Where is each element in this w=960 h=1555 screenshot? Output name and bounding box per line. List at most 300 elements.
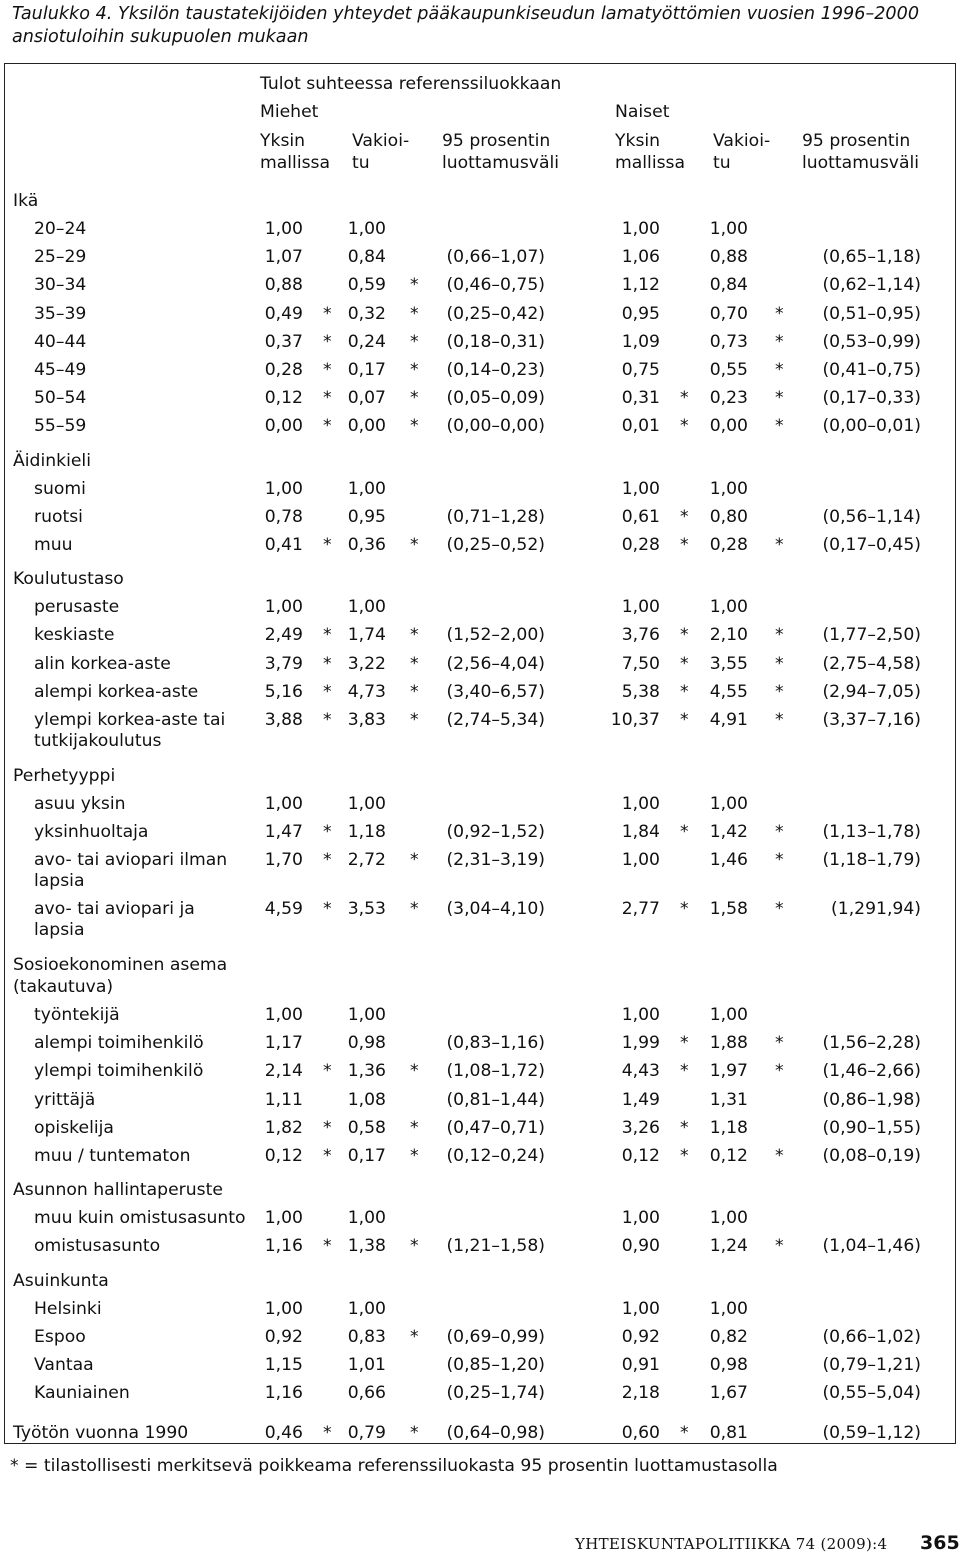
significance-star: * — [775, 821, 784, 842]
section-title: Asuinkunta — [13, 1270, 109, 1291]
row-label: 30–34 — [34, 275, 87, 296]
cell-women-model-alone: 1,00 — [621, 1004, 660, 1025]
cell-women-model-alone: 3,26 — [621, 1117, 660, 1138]
cell-men-ci: (0,00–0,00) — [446, 416, 545, 437]
row-label: Työtön vuonna 1990 — [13, 1423, 189, 1444]
cell-women-ci: (0,53–0,99) — [822, 331, 921, 352]
cell-men-adjusted: 3,22 — [347, 653, 386, 674]
cell-women-ci: (0,00–0,01) — [822, 416, 921, 437]
cell-women-ci: (0,08–0,19) — [822, 1145, 921, 1166]
cell-women-ci: (1,291,94) — [831, 899, 921, 920]
cell-men-adjusted: 0,24 — [347, 331, 386, 352]
cell-women-model-alone: 7,50 — [621, 653, 660, 674]
cell-men-ci: (0,12–0,24) — [446, 1145, 545, 1166]
significance-star: * — [775, 653, 784, 674]
significance-star: * — [323, 388, 332, 409]
row-label: opiskelija — [34, 1117, 114, 1138]
cell-men-ci: (0,25–1,74) — [446, 1383, 545, 1404]
cell-women-adjusted: 1,00 — [709, 793, 748, 814]
row-label: ruotsi — [34, 506, 83, 527]
cell-women-model-alone: 0,61 — [621, 506, 660, 527]
row-label: 45–49 — [34, 360, 87, 380]
cell-men-adjusted: 0,98 — [347, 1033, 386, 1054]
significance-star: * — [775, 303, 784, 324]
significance-star: * — [680, 535, 689, 555]
cell-women-model-alone: 0,92 — [621, 1326, 660, 1347]
significance-star: * — [410, 1236, 419, 1257]
significance-star: * — [775, 1236, 784, 1257]
cell-men-adjusted: 1,00 — [347, 1298, 386, 1319]
cell-men-model-alone: 1,00 — [264, 1208, 303, 1229]
cell-women-adjusted: 1,46 — [709, 849, 748, 870]
cell-women-model-alone: 1,00 — [621, 849, 660, 870]
header-men-ci-2: luottamusväli — [442, 153, 560, 173]
significance-star: * — [410, 275, 419, 296]
significance-star: * — [775, 1061, 784, 1082]
significance-star: * — [680, 1033, 689, 1054]
row-label: muu — [34, 535, 73, 555]
significance-star: * — [775, 1033, 784, 1054]
cell-men-adjusted: 1,00 — [347, 597, 386, 618]
row-label-cont: lapsia — [34, 920, 85, 941]
cell-women-adjusted: 1,58 — [709, 899, 748, 920]
cell-men-model-alone: 0,28 — [264, 360, 303, 380]
cell-women-adjusted: 0,28 — [709, 535, 748, 555]
cell-men-model-alone: 0,12 — [264, 1145, 303, 1166]
significance-star: * — [323, 625, 332, 646]
cell-women-model-alone: 1,00 — [621, 597, 660, 618]
cell-women-ci: (0,62–1,14) — [822, 275, 921, 296]
cell-women-ci: (1,13–1,78) — [822, 821, 921, 842]
cell-women-model-alone: 10,37 — [610, 710, 660, 730]
cell-men-model-alone: 1,00 — [264, 478, 303, 499]
significance-star: * — [410, 625, 419, 646]
section-title: Koulutustaso — [13, 569, 124, 590]
significance-star: * — [410, 1117, 419, 1138]
cell-women-model-alone: 0,75 — [621, 360, 660, 380]
significance-star: * — [680, 416, 689, 437]
row-label: avo- tai aviopari ilman — [34, 849, 228, 870]
cell-men-ci: (0,66–1,07) — [446, 247, 545, 268]
cell-men-model-alone: 1,16 — [264, 1383, 303, 1404]
significance-star: * — [775, 681, 784, 702]
cell-women-adjusted: 1,31 — [709, 1089, 748, 1110]
cell-men-ci: (3,04–4,10) — [446, 899, 545, 920]
cell-women-ci: (0,56–1,14) — [822, 506, 921, 527]
significance-star: * — [410, 710, 419, 730]
significance-star: * — [323, 360, 332, 380]
header-women-model-alone-1: Yksin — [615, 131, 661, 151]
cell-men-adjusted: 0,07 — [347, 388, 386, 409]
cell-women-model-alone: 0,28 — [621, 535, 660, 555]
table-frame — [4, 63, 956, 1444]
cell-women-ci: (0,79–1,21) — [822, 1354, 921, 1375]
significance-star: * — [680, 1423, 689, 1444]
cell-men-adjusted: 1,01 — [347, 1354, 386, 1375]
header-men-model-alone-2: mallissa — [260, 153, 331, 173]
cell-women-model-alone: 0,91 — [621, 1354, 660, 1375]
significance-star: * — [410, 360, 419, 380]
table-caption: Taulukko 4. Yksilön taustatekijöiden yhteydet pääkaupunkiseudun lamatyöttömien vuosien 1996–2000 ansiotuloihin sukupuolen mukaan — [12, 4, 920, 47]
cell-women-model-alone: 0,95 — [621, 303, 660, 324]
cell-men-model-alone: 0,37 — [264, 331, 303, 352]
cell-men-adjusted: 0,83 — [347, 1326, 386, 1347]
row-label: 20–24 — [34, 219, 87, 239]
cell-women-ci: (2,75–4,58) — [822, 653, 921, 674]
cell-men-model-alone: 0,88 — [264, 275, 303, 296]
cell-women-ci: (0,41–0,75) — [822, 360, 921, 380]
cell-women-model-alone: 0,12 — [621, 1145, 660, 1166]
header-men-adjusted-2: tu — [352, 153, 370, 173]
cell-men-model-alone: 2,14 — [264, 1061, 303, 1082]
cell-men-adjusted: 0,59 — [347, 275, 386, 296]
row-label: muu kuin omistusasunto — [34, 1208, 246, 1229]
row-label: keskiaste — [34, 625, 115, 646]
cell-women-model-alone: 1,12 — [621, 275, 660, 296]
significance-star: * — [680, 1117, 689, 1138]
header-men: Miehet — [260, 102, 319, 122]
cell-men-adjusted: 0,58 — [347, 1117, 386, 1138]
cell-women-adjusted: 0,12 — [709, 1145, 748, 1166]
significance-star: * — [410, 899, 419, 920]
row-label: yksinhuoltaja — [34, 821, 149, 842]
cell-men-adjusted: 2,72 — [347, 849, 386, 870]
row-label-cont: tutkijakoulutus — [34, 731, 162, 751]
cell-men-adjusted: 1,74 — [347, 625, 386, 646]
row-label: Vantaa — [34, 1354, 94, 1375]
cell-men-adjusted: 0,00 — [347, 416, 386, 437]
cell-men-ci: (0,18–0,31) — [446, 331, 545, 352]
page-number: 365 — [920, 1532, 960, 1554]
cell-men-model-alone: 1,07 — [264, 247, 303, 268]
header-women-ci-2: luottamusväli — [802, 153, 920, 173]
row-label: perusaste — [34, 597, 120, 618]
section-title: Äidinkieli — [13, 450, 91, 471]
section-title: Ikä — [13, 191, 39, 211]
cell-men-ci: (0,25–0,42) — [446, 303, 545, 324]
cell-women-adjusted: 1,00 — [709, 219, 748, 239]
significance-star: * — [680, 899, 689, 920]
significance-star: * — [410, 388, 419, 409]
header-women-ci-1: 95 prosentin — [802, 131, 911, 151]
cell-women-adjusted: 1,00 — [709, 597, 748, 618]
cell-women-model-alone: 1,06 — [621, 247, 660, 268]
cell-men-model-alone: 0,12 — [264, 388, 303, 409]
cell-men-ci: (2,31–3,19) — [446, 849, 545, 870]
significance-star: * — [410, 653, 419, 674]
journal-name: YHTEISKUNTAPOLITIIKKA 74 (2009):4 — [575, 1535, 888, 1553]
cell-men-adjusted: 0,66 — [347, 1383, 386, 1404]
significance-star: * — [410, 331, 419, 352]
significance-star: * — [775, 899, 784, 920]
cell-men-adjusted: 1,00 — [347, 1208, 386, 1229]
cell-men-model-alone: 0,46 — [264, 1423, 303, 1444]
section-title: Sosioekonominen asema — [13, 954, 228, 975]
cell-men-adjusted: 0,17 — [347, 1145, 386, 1166]
cell-men-adjusted: 1,36 — [347, 1061, 386, 1082]
cell-women-ci: (0,17–0,45) — [822, 535, 921, 555]
row-label: alin korkea-aste — [34, 653, 171, 674]
significance-star: * — [775, 388, 784, 409]
cell-men-ci: (0,46–0,75) — [446, 275, 545, 296]
cell-women-adjusted: 1,97 — [709, 1061, 748, 1082]
cell-women-model-alone: 1,00 — [621, 219, 660, 239]
row-label: avo- tai aviopari ja — [34, 899, 195, 920]
cell-men-adjusted: 0,79 — [347, 1423, 386, 1444]
significance-star: * — [775, 1145, 784, 1166]
cell-women-ci: (0,86–1,98) — [822, 1089, 921, 1110]
cell-women-model-alone: 0,01 — [621, 416, 660, 437]
section-title: Asunnon hallintaperuste — [13, 1180, 223, 1201]
cell-men-model-alone: 1,70 — [264, 849, 303, 870]
cell-women-model-alone: 5,38 — [621, 681, 660, 702]
significance-star: * — [680, 625, 689, 646]
significance-star: * — [410, 1061, 419, 1082]
cell-women-model-alone: 1,09 — [621, 331, 660, 352]
header-income-relative: Tulot suhteessa referenssiluokkaan — [260, 74, 562, 94]
cell-men-model-alone: 0,49 — [264, 303, 303, 324]
cell-men-model-alone: 1,16 — [264, 1236, 303, 1257]
cell-men-model-alone: 1,00 — [264, 793, 303, 814]
header-men-ci-1: 95 prosentin — [442, 131, 551, 151]
cell-men-ci: (0,71–1,28) — [446, 506, 545, 527]
cell-men-adjusted: 1,38 — [347, 1236, 386, 1257]
cell-women-ci: (0,55–5,04) — [822, 1383, 921, 1404]
significance-star: * — [323, 1236, 332, 1257]
cell-men-model-alone: 0,78 — [264, 506, 303, 527]
significance-star: * — [323, 1117, 332, 1138]
cell-women-model-alone: 0,60 — [621, 1423, 660, 1444]
significance-star: * — [680, 710, 689, 730]
cell-men-model-alone: 1,00 — [264, 1004, 303, 1025]
cell-men-model-alone: 2,49 — [264, 625, 303, 646]
cell-women-model-alone: 4,43 — [621, 1061, 660, 1082]
cell-men-model-alone: 0,92 — [264, 1326, 303, 1347]
cell-men-model-alone: 1,17 — [264, 1033, 303, 1054]
cell-women-ci: (0,90–1,55) — [822, 1117, 921, 1138]
significance-star: * — [323, 710, 332, 730]
significance-star: * — [323, 535, 332, 555]
cell-women-ci: (1,77–2,50) — [822, 625, 921, 646]
cell-women-ci: (1,56–2,28) — [822, 1033, 921, 1054]
cell-women-model-alone: 1,00 — [621, 1298, 660, 1319]
significance-star: * — [323, 899, 332, 920]
significance-star: * — [323, 821, 332, 842]
cell-men-ci: (0,47–0,71) — [446, 1117, 545, 1138]
significance-star: * — [410, 1326, 419, 1347]
cell-men-model-alone: 4,59 — [264, 899, 303, 920]
cell-men-adjusted: 1,00 — [347, 219, 386, 239]
cell-women-adjusted: 1,00 — [709, 1298, 748, 1319]
cell-women-model-alone: 1,99 — [621, 1033, 660, 1054]
cell-men-ci: (0,64–0,98) — [446, 1423, 545, 1444]
significance-star: * — [323, 1061, 332, 1082]
cell-men-ci: (0,69–0,99) — [446, 1326, 545, 1347]
cell-men-model-alone: 0,00 — [264, 416, 303, 437]
cell-men-model-alone: 1,00 — [264, 597, 303, 618]
cell-women-adjusted: 4,91 — [709, 710, 748, 730]
header-women-adjusted-2: tu — [713, 153, 731, 173]
cell-men-adjusted: 3,83 — [347, 710, 386, 730]
cell-men-adjusted: 0,36 — [347, 535, 386, 555]
cell-women-adjusted: 0,84 — [709, 275, 748, 296]
significance-star: * — [680, 821, 689, 842]
cell-men-model-alone: 1,00 — [264, 1298, 303, 1319]
cell-women-model-alone: 1,84 — [621, 821, 660, 842]
cell-men-adjusted: 1,08 — [347, 1089, 386, 1110]
section-title-cont: (takautuva) — [13, 976, 114, 997]
cell-men-ci: (0,83–1,16) — [446, 1033, 545, 1054]
header-women: Naiset — [615, 102, 670, 122]
cell-men-adjusted: 1,00 — [347, 1004, 386, 1025]
cell-men-adjusted: 0,84 — [347, 247, 386, 268]
cell-women-ci: (0,59–1,12) — [822, 1423, 921, 1444]
cell-women-adjusted: 0,80 — [709, 506, 748, 527]
cell-women-adjusted: 0,73 — [709, 331, 748, 352]
significance-star: * — [410, 1423, 419, 1444]
significance-star: * — [775, 710, 784, 730]
cell-women-model-alone: 3,76 — [621, 625, 660, 646]
cell-women-ci: (0,66–1,02) — [822, 1326, 921, 1347]
header-men-model-alone-1: Yksin — [260, 131, 306, 151]
row-label: 55–59 — [34, 416, 87, 437]
significance-star: * — [680, 1145, 689, 1166]
cell-women-ci: (3,37–7,16) — [822, 710, 921, 730]
cell-women-adjusted: 0,23 — [709, 388, 748, 409]
row-label: suomi — [34, 478, 86, 499]
cell-men-model-alone: 1,15 — [264, 1354, 303, 1375]
cell-women-ci: (0,51–0,95) — [822, 303, 921, 324]
cell-women-ci: (2,94–7,05) — [822, 681, 921, 702]
cell-men-ci: (0,92–1,52) — [446, 821, 545, 842]
cell-women-adjusted: 1,00 — [709, 478, 748, 499]
cell-men-ci: (0,14–0,23) — [446, 360, 545, 380]
cell-men-ci: (1,08–1,72) — [446, 1061, 545, 1082]
cell-men-ci: (0,85–1,20) — [446, 1354, 545, 1375]
significance-star: * — [680, 506, 689, 527]
significance-star: * — [410, 416, 419, 437]
significance-star: * — [323, 1145, 332, 1166]
cell-women-adjusted: 0,81 — [709, 1423, 748, 1444]
row-label: omistusasunto — [34, 1236, 161, 1257]
cell-women-model-alone: 2,77 — [621, 899, 660, 920]
row-label: Helsinki — [34, 1298, 102, 1319]
significance-star: * — [323, 331, 332, 352]
significance-star: * — [775, 535, 784, 555]
significance-star: * — [323, 416, 332, 437]
cell-women-adjusted: 0,98 — [709, 1354, 748, 1375]
cell-women-model-alone: 0,90 — [621, 1236, 660, 1257]
cell-women-ci: (1,18–1,79) — [822, 849, 921, 870]
cell-women-adjusted: 1,18 — [709, 1117, 748, 1138]
cell-women-adjusted: 0,82 — [709, 1326, 748, 1347]
cell-men-ci: (1,52–2,00) — [446, 625, 545, 646]
row-label: 35–39 — [34, 303, 87, 324]
cell-women-adjusted: 1,00 — [709, 1208, 748, 1229]
cell-women-model-alone: 0,31 — [621, 388, 660, 409]
cell-women-model-alone: 1,49 — [621, 1089, 660, 1110]
header-women-adjusted-1: Vakioi- — [713, 131, 771, 151]
row-label: Kauniainen — [34, 1383, 130, 1404]
cell-men-model-alone: 3,79 — [264, 653, 303, 674]
cell-men-ci: (0,25–0,52) — [446, 535, 545, 555]
significance-star: * — [680, 653, 689, 674]
cell-men-model-alone: 5,16 — [264, 681, 303, 702]
row-label: työntekijä — [34, 1004, 120, 1025]
cell-women-adjusted: 3,55 — [709, 653, 748, 674]
cell-women-model-alone: 2,18 — [621, 1383, 660, 1404]
cell-men-model-alone: 1,47 — [264, 821, 303, 842]
cell-women-adjusted: 0,88 — [709, 247, 748, 268]
cell-men-model-alone: 1,11 — [264, 1089, 303, 1110]
cell-men-model-alone: 0,41 — [264, 535, 303, 555]
header-women-model-alone-2: mallissa — [615, 153, 686, 173]
cell-men-adjusted: 1,18 — [347, 821, 386, 842]
cell-women-adjusted: 1,42 — [709, 821, 748, 842]
cell-men-model-alone: 3,88 — [264, 710, 303, 730]
cell-men-model-alone: 1,00 — [264, 219, 303, 239]
cell-men-adjusted: 0,95 — [347, 506, 386, 527]
significance-star: * — [410, 535, 419, 555]
significance-star: * — [775, 416, 784, 437]
cell-women-adjusted: 4,55 — [709, 681, 748, 702]
cell-men-ci: (0,81–1,44) — [446, 1089, 545, 1110]
cell-men-ci: (0,05–0,09) — [446, 388, 545, 409]
cell-men-adjusted: 4,73 — [347, 681, 386, 702]
row-label: 50–54 — [34, 388, 87, 409]
cell-men-adjusted: 1,00 — [347, 478, 386, 499]
cell-women-model-alone: 1,00 — [621, 478, 660, 499]
cell-women-adjusted: 0,70 — [709, 303, 748, 324]
row-label: 40–44 — [34, 331, 87, 352]
significance-star: * — [680, 388, 689, 409]
cell-women-adjusted: 2,10 — [709, 625, 748, 646]
cell-women-adjusted: 1,88 — [709, 1033, 748, 1054]
row-label: muu / tuntematon — [34, 1145, 191, 1166]
cell-men-model-alone: 1,82 — [264, 1117, 303, 1138]
cell-men-ci: (3,40–6,57) — [446, 681, 545, 702]
significance-star: * — [775, 849, 784, 870]
significance-star: * — [680, 681, 689, 702]
cell-women-ci: (0,17–0,33) — [822, 388, 921, 409]
significance-star: * — [323, 303, 332, 324]
row-label: alempi toimihenkilö — [34, 1033, 204, 1054]
row-label: yrittäjä — [34, 1089, 96, 1110]
cell-men-adjusted: 0,32 — [347, 303, 386, 324]
cell-men-ci: (2,74–5,34) — [446, 710, 545, 730]
row-label: ylempi toimihenkilö — [34, 1061, 204, 1082]
cell-men-adjusted: 0,17 — [347, 360, 386, 380]
section-title: Perhetyyppi — [13, 765, 116, 786]
significance-star: * — [410, 849, 419, 870]
significance-star: * — [323, 1423, 332, 1444]
cell-women-adjusted: 1,24 — [709, 1236, 748, 1257]
row-label: ylempi korkea-aste tai — [34, 710, 226, 730]
cell-women-adjusted: 1,67 — [709, 1383, 748, 1404]
cell-women-model-alone: 1,00 — [621, 1208, 660, 1229]
significance-star: * — [410, 303, 419, 324]
row-label: alempi korkea-aste — [34, 681, 199, 702]
cell-men-adjusted: 3,53 — [347, 899, 386, 920]
cell-women-model-alone: 1,00 — [621, 793, 660, 814]
significance-star: * — [775, 625, 784, 646]
row-label: 25–29 — [34, 247, 87, 268]
cell-men-ci: (1,21–1,58) — [446, 1236, 545, 1257]
header-men-adjusted-1: Vakioi- — [352, 131, 410, 151]
significance-star: * — [323, 681, 332, 702]
cell-women-ci: (1,46–2,66) — [822, 1061, 921, 1082]
row-label-cont: lapsia — [34, 870, 85, 891]
